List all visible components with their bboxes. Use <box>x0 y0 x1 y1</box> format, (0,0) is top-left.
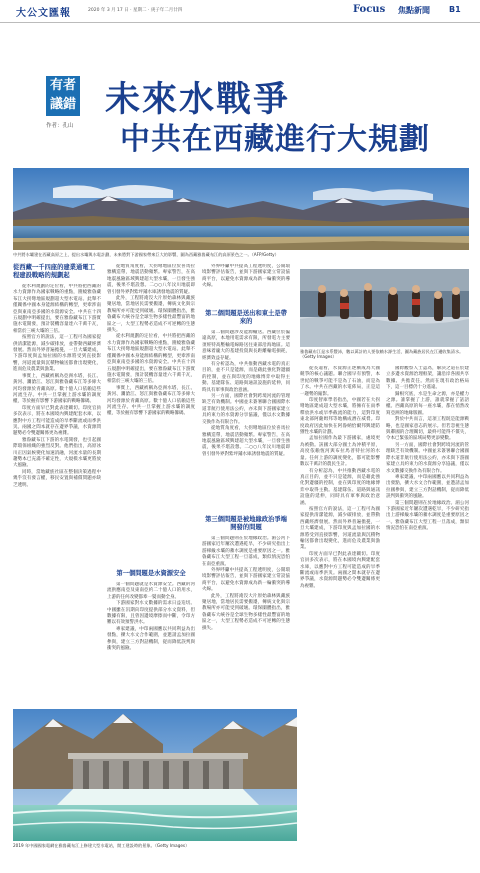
body-column-3b <box>202 536 290 704</box>
paragraph: 另一方面，國際社會對跨境河流的管理缺乏有效機制。中國並未簽署聯合國國際水道非航行使用法公約，亦未與下游國家建立具約束力的水資源分享協議，僅以水文數據交換作為有限合作。 <box>202 394 290 425</box>
paragraph: 印度方面早已對此表達關切。印度官員多次表示，將在本國境內興建配套水庫，以應對中方工程可能造成的旱季斷流或雨季洪災。兩國之間本就存在邊界爭議，水資源問題勢必令雙邊關係更為複雜。 <box>300 551 380 589</box>
paragraph: 從長遠看，水資源正逐漸成為大國競爭的核心議題。聯合國早有預警，本世紀的戰爭可能不是為了石油，而是為了水。中共在西藏的水電佈局，正是這一趨勢的縮影。 <box>300 366 380 397</box>
paragraph: 有分析認為，中共推動西藏水電的真正目的，並不只是能源，而是藉此強化對邊疆的控制，並在與印度的地緣博弈中取得主動。基建隊伍、道路與通訊設施的延伸，同時具有軍事與政治意涵。 <box>202 362 290 393</box>
paragraph: 有分析認為，中共推動西藏水電的真正目的，並不只是能源，而是藉此強化對邊疆的控制，並在與印度的地緣博弈中取得主動。基建隊伍、道路與通訊設施的延伸，同時具有軍事與政治意涵。 <box>300 468 380 506</box>
body-column-2b <box>107 582 195 704</box>
body-column-5 <box>386 366 469 861</box>
paragraph: 下游國家對水文數據的需求日益迫切。中國雖在汛期向印度提供部分水文資料，但數據有限，且曾因邊境摩擦而中斷，令印方難以有效預警洪水。 <box>107 601 195 626</box>
river-villagers-photo <box>300 269 469 347</box>
photo-caption-villagers: 雅魯藏布江是水系豐沛，數以萬計的人要依賴水源生活，圖為藏族居民在江邊收集清水。（Getty Images） <box>300 349 464 360</box>
paragraph: 按照官方的說法，這一工程可為國家提供清潔能源，減少碳排放，並帶動西藏經濟發展。然而外界普遍擔憂，一旦大壩建成，下游印度與孟加拉國的水源將受到直接影響，河道流量與沉積物輸送都會出現變化，進而危及農業與漁業。 <box>13 335 101 373</box>
badge-line-2: 議錯 <box>49 97 76 112</box>
paragraph: 此外，工程將淹沒大片原始森林與藏族聚居地，當地居民需要搬遷，傳統文化與宗教場所亦可能受到破壞。環保團體指出，雅魯藏布大峽谷是全球生物多樣性最豐富的地區之一，大型工程勢必造成不可逆轉的生態損失。 <box>107 296 195 334</box>
headline-main: 未來水戰爭 <box>105 80 291 120</box>
paragraph: 從地質角度看，大拐彎地區位於喜馬拉雅構造帶，地震活動頻繁。專家警告，在高地震風險區域興建超大型水壩，一旦發生強震，後果不堪設想。二○○八年汶川地震即曾引發外界對紫坪鋪水庫誘發地震的質疑。 <box>107 264 195 295</box>
byline: 作者：孔山 <box>46 123 74 129</box>
body-column-3 <box>202 330 290 510</box>
paragraph: 事實上，西藏被稱為亞洲水塔，長江、黃河、瀾滄江、怒江與雅魯藏布江等多條大河均發源於青藏高原。數十億人口依賴這些河流生存。中共一旦掌握上游水壩的調度權，等於握有影響下游國家的戰略籌碼。 <box>107 385 195 417</box>
paragraph: 第一個問題就是水資源安全。西藏的河流供應南亞及東南亞約二十億人口的用水，上游的任何改變都牽一髮而動全身。 <box>107 582 195 600</box>
paragraph: 同時，當地藏族社區在整個決策過程中幾乎沒有發言權，移民安置與補償問題亦缺乏透明。 <box>13 469 101 488</box>
paragraph: 專家建議，中印兩國應以共同利益為出發點，擴大水文合作範圍，並邀請孟加拉國參與，建立三方對話機制，從而降低誤判與衝突的風險。 <box>386 474 469 500</box>
paragraph: 此外，工程將淹沒大片原始森林與藏族聚居地，當地居民需要搬遷，傳統文化與宗教場所亦可能受到破壞。環保團體指出，雅魯藏布大峽谷是全球生物多樣性最豐富的地區之一，大型工程勢必造成不可逆轉的生態損失。 <box>202 593 290 631</box>
paragraph: 印度方面早已對此表達關切。印度官員多次表示，將在本國境內興建配套水庫，以應對中方工程可能造成的旱季斷流或雨季洪災。兩國之間本就存在邊界爭議，水資源問題勢必令雙邊關係更為複雜。 <box>13 405 101 437</box>
paragraph: 從地質角度看，大拐彎地區位於喜馬拉雅構造帶，地震活動頻繁。專家警告，在高地震風險區域興建超大型水壩，一旦發生強震，後果不堪設想。二○○八年汶川地震即曾引發外界對紫坪鋪水庫誘發地震的質疑。 <box>202 426 290 457</box>
paragraph: 歸根究底，水是生命之源，亦是權力之源。誰掌握了上游，誰就掌握了話語權。西藏高原的每一座水壩，都在悄然改寫亞洲的地緣版圖。 <box>386 391 469 416</box>
paragraph: 按照官方的說法，這一工程可為國家提供清潔能源，減少碳排放，並帶動西藏經濟發展。然而外界普遍擔憂，一旦大壩建成，下游印度與孟加拉國的水源將受到直接影響，河道流量與沉積物輸送都會出現變化，進而危及農業與漁業。 <box>300 506 380 551</box>
date-line: 2020 年 3 月 17 日 · 星期二 · 庚子年二月廿四 <box>88 8 183 13</box>
focus-label: Focus <box>353 4 386 15</box>
lead-heading: 從西藏一千四座的建業通電工程建設戰略的規劃起 <box>13 264 95 279</box>
page-number: B1 <box>449 5 461 14</box>
paragraph: 第三個問題則在於地緣政治。湄公河下游國家近年屢次遭遇乾旱，不少研究指出上游梯級水壩的蓄水調度是重要原因之一。雅魯藏布江大型工程一旦落成，類似情況恐怕在南亞重演。 <box>386 500 469 532</box>
photo-caption-main: 中共將水壩建在西藏高原之上，提出水壩與水電計劃，未來將對下游國家帶來巨大的影響，圖為西藏雅魯藏布江的高原景色之一。（AFP/Getty） <box>13 252 279 257</box>
paragraph: 對於中共而言，這項工程既是能源戰略，也是國家意志的展示。但若忽視生態與鄰國的合理關切，最終可能得不償失，令本已緊張的區域局勢更添變數。 <box>386 417 469 442</box>
paragraph: 外界呼籲中共提高工程透明度，公開環境影響評估報告，並與下游國家建立常設協商平台，以避免水資源成為新一輪衝突的導火線。 <box>202 568 290 593</box>
paragraph: 第三個問題則在於地緣政治。湄公河下游國家近年屢次遭遇乾旱，不少研究指出上游梯級水壩的蓄水調度是重要原因之一。雅魯藏布江大型工程一旦落成，類似情況恐怕在南亞重演。 <box>202 536 290 567</box>
paragraph: 孟加拉國作為最下游國家，處境更為被動。該國大部分國土為沖積平原，高度依賴恆河與布拉馬普特拉河的水量。任何上游的調度變化，都可能影響數以千萬計的農民生計。 <box>300 436 380 468</box>
body-column-3-top <box>202 264 290 304</box>
subhead-1: 第一個問題是水資源安全 <box>116 570 186 577</box>
body-column-2 <box>107 264 195 564</box>
tibet-landscape-photo <box>13 168 469 250</box>
section-label: 焦點新聞 <box>398 6 430 15</box>
badge-line-1: 有者 <box>49 78 76 93</box>
paragraph: 另一方面，國際社會對跨境河流的管理缺乏有效機制。中國並未簽署聯合國國際水道非航行使用法公約，亦未與下游國家建立具約束力的水資源分享協議，僅以水文數據交換作為有限合作。 <box>386 442 469 474</box>
paragraph: 國際觀察人士認為，解決之道在於建立多邊水資源治理框架，讓沿岸各國共享數據、共擔責任。然而在現有政治格局下，這一目標仍十分遙遠。 <box>386 366 469 391</box>
dam-construction-photo <box>13 709 297 841</box>
photo-caption-dam: 2019 年中國國家電網在雅魯藏布江上修建大型水電站，開工建設時的景象。（Getty Images） <box>13 843 190 848</box>
masthead: 大公文匯報 <box>16 8 71 19</box>
paragraph: 第二個問題涉及能源輸送。西藏位於偏遠高原，本地用電需求有限，所發電力主要須經特高壓輸電線路送往東部沿海地區。這意味着龐大的基建投資與長距離輸電損耗，經濟效益存疑。 <box>202 330 290 361</box>
body-column-1 <box>13 284 101 704</box>
paragraph: 事實上，西藏被稱為亞洲水塔，長江、黃河、瀾滄江、怒江與雅魯藏布江等多條大河均發源於青藏高原。數十億人口依賴這些河流生存。中共一旦掌握上游水壩的調度權，等於握有影響下游國家的戰略籌碼。 <box>13 373 101 405</box>
subhead-2: 第二個問題是送出和東土是帶來的 <box>205 310 287 325</box>
headline-sub: 中共在西藏進行大規劃 <box>120 122 430 157</box>
paragraph: 雅魯藏布江下游的水電開發，也引起國際環保組織的強烈反對。他們指出，高原冰川正因氣候變化加速消融，河流水量的長期趨勢本已充滿不確定性，大規模水壩更將放大風險。 <box>13 437 101 469</box>
column-badge <box>46 76 80 116</box>
paragraph: 印度智庫學者指出，中國若在大拐彎地區建成超大型水壩，將擁有在雨季釋放洪水或旱季截流的能力，這對印度東北部阿薩姆邦等地構成潛在威脅。印度政府因此加快在阿魯納恰爾邦興建防禦性水壩的計劃。 <box>300 398 380 436</box>
paragraph: 從水利規劃的定位看，中共將把西藏的水力資源作為國家戰略的重點，圍繞雅魯藏布江大拐彎地區規劃超大型水電站。此舉不僅關係中國本身能源結構的轉型，更牽涉南亞與東南亞多國的水資源安全。中共在十四五規劃中明確提出，要在雅魯藏布江下游實施水電開發，預計裝機容量達六千萬千瓦，相當於三峽大壩的三倍。 <box>107 334 195 385</box>
paragraph: 外界呼籲中共提高工程透明度，公開環境影響評估報告，並與下游國家建立常設協商平台，以避免水資源成為新一輪衝突的導火線。 <box>202 264 290 289</box>
body-column-4 <box>300 366 380 861</box>
page-header <box>0 0 480 23</box>
paragraph: 專家建議，中印兩國應以共同利益為出發點，擴大水文合作範圍，並邀請孟加拉國參與，建立三方對話機制，從而降低誤判與衝突的風險。 <box>107 626 195 652</box>
subhead-3: 第三個問題是被地緣政治爭端開發的問題 <box>205 516 287 531</box>
paragraph: 從水利規劃的定位看，中共將把西藏的水力資源作為國家戰略的重點，圍繞雅魯藏布江大拐彎地區規劃超大型水電站。此舉不僅關係中國本身能源結構的轉型，更牽涉南亞與東南亞多國的水資源安全。中共在十四五規劃中明確提出，要在雅魯藏布江下游實施水電開發，預計裝機容量達六千萬千瓦，相當於三峽大壩的三倍。 <box>13 284 101 334</box>
